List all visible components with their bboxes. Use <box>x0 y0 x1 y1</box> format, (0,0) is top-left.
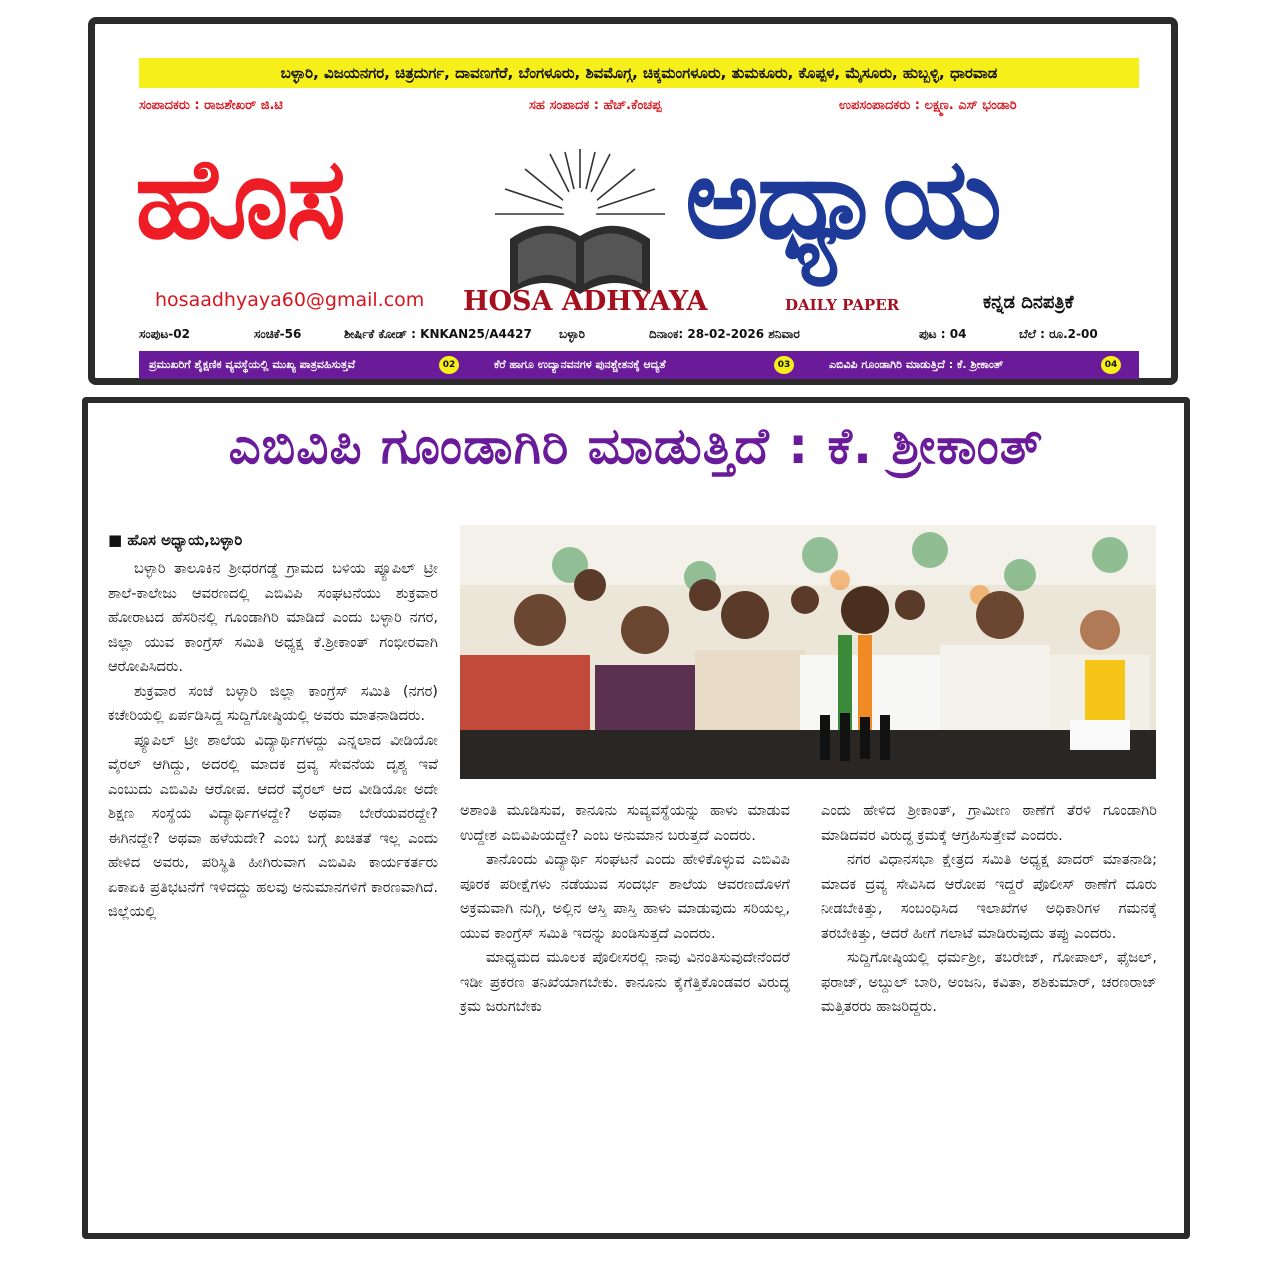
contact-email: hosaadhyaya60@gmail.com <box>155 289 425 311</box>
sub-editor-credit: ಉಪಸಂಪಾದಕರು : ಲಕ್ಷ್ಮಣ. ಎಸ್ ಭಂಡಾರಿ <box>839 98 1017 113</box>
teaser-page-badge: 02 <box>439 356 459 374</box>
masthead-title-hosa: ಹೊಸ <box>135 134 345 264</box>
article-paragraph: ನಗರ ವಿಧಾನಸಭಾ ಕ್ಷೇತ್ರದ ಸಮಿತಿ ಅಧ್ಯಕ್ಷ ಖಾದರ್ ಮಾತನಾಡಿ; ಮಾದಕ ದ್ರವ್ಯ ಸೇವಿಸಿದ ಆರೋಪ ಇದ್ದರೆ ಪೊಲೀಸ್ ಠಾಣೆಗೆ ದೂರು ನೀಡಬೇಕಿತ್ತು, ಸಂಬಂಧಿಸಿದ ಇಲಾಖೆಗಳ ಅಧಿಕಾರಿಗಳ ಗಮನಕ್ಕೆ ತರಬೇಕಿತ್ತು, ಆದರೆ ಹೀಗೆ ಗಲಾಟೆ ಮಾಡಿರುವುದು ತಪ್ಪು ಎಂದರು. <box>821 851 1157 942</box>
editor-credit: ಸಂಪಾದಕರು : ರಾಜಶೇಖರ್ ಜಿ.ಟಿ <box>139 98 283 113</box>
article-column-1 <box>108 557 438 1187</box>
co-editor-credit: ಸಹ ಸಂಪಾದಕ : ಹೆಚ್.ಕೆಂಚಪ್ಪ <box>529 98 662 113</box>
teaser-bar <box>139 351 1139 379</box>
article-paragraph: ಅಶಾಂತಿ ಮೂಡಿಸುವ, ಕಾನೂನು ಸುವ್ಯವಸ್ಥೆಯನ್ನು ಹಾಳು ಮಾಡುವ ಉದ್ದೇಶ ಎಬಿವಿಪಿಯದ್ದೇ? ಎಂಬ ಅನುಮಾನ ಬರುತ್ತದೆ ಎಂದರು. <box>460 802 790 844</box>
kannada-daily-label: ಕನ್ನಡ ದಿನಪತ್ರಿಕೆ <box>983 292 1074 313</box>
masthead-title-adhyaya: ಅಧ್ಯಾಯ <box>685 134 1001 264</box>
masthead <box>88 17 1178 385</box>
editors-row <box>139 98 1139 120</box>
teaser-text[interactable]: ಕೆರೆ ಹಾಗೂ ಉದ್ಯಾನವನಗಳ ಪುನಶ್ಚೇತನಕ್ಕೆ ಆದ್ಯತೆ <box>494 358 666 371</box>
teaser-page-badge: 03 <box>774 356 794 374</box>
place-name: ಬಳ್ಳಾರಿ <box>559 327 585 341</box>
article-paragraph: ತಾನೊಂದು ವಿದ್ಯಾರ್ಥಿ ಸಂಘಟನೆ ಎಂದು ಹೇಳಿಕೊಳ್ಳುವ ಎಬಿವಿಪಿ ಪೂರಕ ಪರೀಕ್ಷೆಗಳು ನಡೆಯುವ ಸಂದರ್ಭ ಶಾಲೆಯ ಆವರಣದೊಳಗೆ ಅಕ್ರಮವಾಗಿ ನುಗ್ಗಿ, ಅಲ್ಲಿನ ಆಸ್ತಿ ಪಾಸ್ತಿ ಹಾಳು ಮಾಡುವುದು ಸರಿಯಲ್ಲ, ಯುವ ಕಾಂಗ್ರೆಸ್ ಸಮಿತಿ ಇದನ್ನು ಖಂಡಿಸುತ್ತದೆ ಎಂದರು. <box>460 851 790 942</box>
article-paragraph: ಪ್ಯೂಪಿಲ್ ಟ್ರೀ ಶಾಲೆಯ ವಿದ್ಯಾರ್ಥಿಗಳದ್ದು ಎನ್ನಲಾದ ವೀಡಿಯೋ ವೈರಲ್ ಆಗಿದ್ದು, ಅದರಲ್ಲಿ ಮಾದಕ ದ್ರವ್ಯ ಸೇವನೆಯ ದೃಶ್ಯ ಇವೆ ಎಂಬುದು ಎಬಿವಿಪಿ ಆರೋಪ. ಆದರೆ ವೈರಲ್ ಆದ ವೀಡಿಯೋ ಅದೇ ಶಿಕ್ಷಣ ಸಂಸ್ಥೆಯ ವಿದ್ಯಾರ್ಥಿಗಳದ್ದೇ? ಅಥವಾ ಬೇರೆಯವರದ್ದೇ? ಈಗಿನದ್ದೇ? ಅಥವಾ ಹಳೆಯದೇ? ಎಂಬ ಬಗ್ಗೆ ಖಚಿತತೆ ಇಲ್ಲ ಎಂದು ಹೇಳಿದ ಅವರು, ಪರಿಸ್ಥಿತಿ ಹೀಗಿರುವಾಗ ಎಬಿವಿಪಿ ಕಾರ್ಯಕರ್ತರು ಏಕಾಏಕಿ ಪ್ರತಿಭಟನೆಗೆ ಇಳಿದದ್ದು ಹಲವು ಅನುಮಾನಗಳಿಗೆ ಕಾರಣವಾಗಿದೆ. ಜಿಲ್ಲೆಯಲ್ಲಿ <box>108 731 438 920</box>
article-paragraph: ಬಳ್ಳಾರಿ ತಾಲೂಕಿನ ಶ್ರೀಧರಗಡ್ಡೆ ಗ್ರಾಮದ ಬಳಿಯ ಪ್ಯೂಪಿಲ್ ಟ್ರೀ ಶಾಲೆ-ಕಾಲೇಜು ಆವರಣದಲ್ಲಿ ಎಬಿವಿಪಿ ಸಂಘಟನೆಯು ಶುಕ್ರವಾರ ಹೋರಾಟದ ಹೆಸರಿನಲ್ಲಿ ಗೂಂಡಾಗಿರಿ ಮಾಡಿದೆ ಎಂದು ಬಳ್ಳಾರಿ ನಗರ, ಜಿಲ್ಲಾ ಯುವ ಕಾಂಗ್ರೆಸ್ ಸಮಿತಿ ಅಧ್ಯಕ್ಷ ಕೆ.ಶ್ರೀಕಾಂತ್ ಗಂಭೀರವಾಗಿ ಆರೋಪಿಸಿದರು. <box>108 560 438 675</box>
article-paragraph: ಸುದ್ದಿಗೋಷ್ಠಿಯಲ್ಲಿ ಧರ್ಮಶ್ರೀ, ತಬರೇಜ್, ಗೋಪಾಲ್, ಫೈಜಲ್, ಫರಾಜ್, ಅಬ್ದುಲ್ ಬಾರಿ, ಅಂಜನಿ, ಕವಿತಾ, ಶಶಿಕುಮಾರ್, ಚರಣರಾಜ್ ಮತ್ತಿತರರು ಹಾಜರಿದ್ದರು. <box>821 949 1157 1015</box>
article-byline: ■ ಹೊಸ ಅಧ್ಯಾಯ,ಬಳ್ಳಾರಿ <box>108 531 243 549</box>
teaser-page-badge: 04 <box>1101 356 1121 374</box>
daily-paper-label: DAILY PAPER <box>785 296 900 314</box>
teaser-text[interactable]: ಪ್ರಮುಖರಿಗೆ ಶೈಕ್ಷಣಿಕ ವ್ಯವಸ್ಥೆಯಲ್ಲಿ ಮುಖ್ಯ ಪಾತ್ರವಹಿಸುತ್ತವೆ <box>149 358 356 371</box>
teaser-text[interactable]: ಎಬಿವಿಪಿ ಗೂಂಡಾಗಿರಿ ಮಾಡುತ್ತಿದೆ : ಕೆ. ಶ್ರೀಕಾಂತ್ <box>829 358 1004 371</box>
issue-date: ದಿನಾಂಕ: 28-02-2026 ಶನಿವಾರ <box>649 327 800 341</box>
brand-name-english: HOSA ADHYAYA <box>463 286 708 317</box>
article-paragraph: ಮಾಧ್ಯಮದ ಮೂಲಕ ಪೊಲೀಸರಲ್ಲಿ ನಾವು ವಿನಂತಿಸುವುದೇನೆಂದರೆ ಇಡೀ ಪ್ರಕರಣ ತನಿಖೆಯಾಗಬೇಕು. ಕಾನೂನು ಕೈಗೆತ್ತಿಕೊಂಡವರ ವಿರುದ್ಧ ಕ್ರಮ ಜರುಗಬೇಕು <box>460 949 790 1015</box>
article <box>82 397 1190 1239</box>
volume-number: ಸಂಪುಟ-02 <box>139 327 190 341</box>
cities-bar: ಬಳ್ಳಾರಿ, ವಿಜಯನಗರ, ಚಿತ್ರದುರ್ಗ, ದಾವಣಗೆರೆ, ಬೆಂಗಳೂರು, ಶಿವಮೊಗ್ಗ, ಚಿಕ್ಕಮಂಗಳೂರು, ತುಮಕೂರು, ಕೊಪ್ಪಳ, ಮೈಸೂರು, ಹುಬ್ಬಳ್ಳಿ, ಧಾರವಾಡ <box>139 58 1139 88</box>
press-conference-photo <box>460 525 1156 779</box>
article-paragraph: ಎಂದು ಹೇಳಿದ ಶ್ರೀಕಾಂತ್, ಗ್ರಾಮೀಣ ಠಾಣೆಗೆ ತೆರಳಿ ಗೂಂಡಾಗಿರಿ ಮಾಡಿದವರ ವಿರುದ್ಧ ಕ್ರಮಕ್ಕೆ ಆಗ್ರಹಿಸುತ್ತೇವೆ ಎಂದರು. <box>821 802 1157 844</box>
open-book-logo-icon <box>490 144 670 304</box>
article-column-3 <box>821 799 1157 1189</box>
article-headline: ಎಬಿವಿಪಿ ಗೂಂಡಾಗಿರಿ ಮಾಡುತ್ತಿದೆ : ಕೆ. ಶ್ರೀಕಾಂತ್ <box>228 417 1044 475</box>
page-count: ಪುಟ : 04 <box>919 327 967 341</box>
title-code: ಶೀರ್ಷಿಕೆ ಕೋಡ್ : KNKAN25/A4427 <box>344 327 532 341</box>
issue-meta-row <box>139 327 1139 347</box>
issue-number: ಸಂಚಿಕೆ-56 <box>254 327 302 341</box>
article-paragraph: ಶುಕ್ರವಾರ ಸಂಜೆ ಬಳ್ಳಾರಿ ಜಿಲ್ಲಾ ಕಾಂಗ್ರೆಸ್ ಸಮಿತಿ (ನಗರ) ಕಚೇರಿಯಲ್ಲಿ ಏರ್ಪಡಿಸಿದ್ದ ಸುದ್ದಿಗೋಷ್ಠಿಯಲ್ಲಿ ಅವರು ಮಾತನಾಡಿದರು. <box>108 682 438 724</box>
price: ಬೆಲೆ : ರೂ.2-00 <box>1019 327 1098 341</box>
article-column-2 <box>460 799 790 1189</box>
